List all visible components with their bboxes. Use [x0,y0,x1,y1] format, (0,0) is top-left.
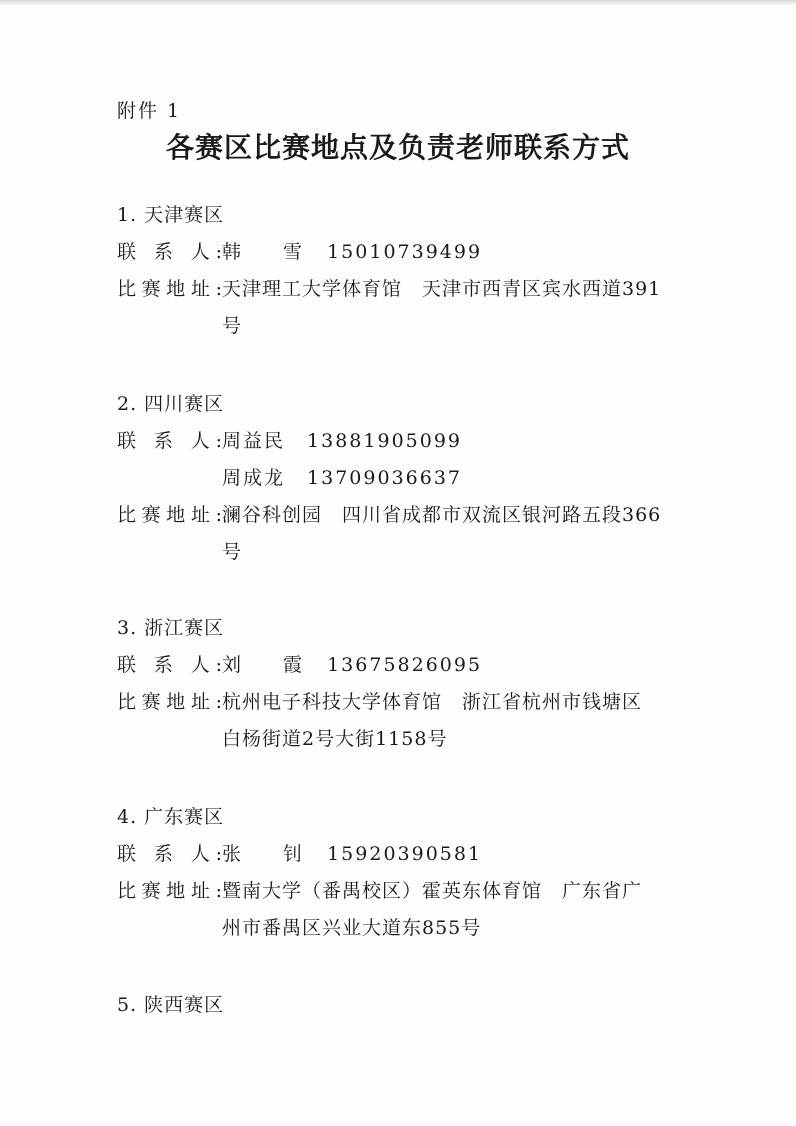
contact-name: 张 钊 [222,843,321,865]
scan-edge [0,0,796,6]
venue-line-continued [117,306,717,343]
contact-line [117,834,717,871]
region-zhejiang [117,608,717,756]
region-tianjin [117,195,717,343]
venue-address-continued: 州市番禺区兴业大道东855号 [222,917,482,939]
contact-value [222,650,482,677]
contact-name: 周成龙 [222,467,286,489]
venue-address-continued: 号 [222,315,243,337]
venue-line [117,871,717,908]
contact-value [222,237,482,264]
contact-name: 周益民 [222,430,286,452]
venue-address: 澜谷科创园 四川省成都市双流区银河路五段366 [222,504,662,526]
region-sichuan [117,384,717,569]
attachment-label: 附件 1 [117,100,182,122]
venue-address: 暨南大学（番禺校区）霍英东体育馆 广东省广 [222,880,643,902]
contact-line [117,232,717,269]
venue-line-continued [117,719,717,756]
contact-phone: 13709036637 [307,467,463,489]
contact-name: 刘 霞 [222,654,321,676]
region-heading: 3. 浙江赛区 [117,617,225,639]
venue-address-continued: 号 [222,541,243,563]
contact-line [117,645,717,682]
contact-phone: 15920390581 [327,843,483,865]
contact-phone: 13675826095 [327,654,483,676]
region-heading: 4. 广东赛区 [117,806,225,828]
contact-label: 联 系 人: [117,241,222,263]
region-shaanxi [117,985,717,1022]
region-guangdong [117,797,717,945]
venue-address-continued: 白杨街道2号大街1158号 [222,728,448,750]
document-title: 各赛区比赛地点及负责老师联系方式 [165,131,630,164]
venue-label: 比赛地址: [117,691,222,713]
contact-phone: 15010739499 [327,241,483,263]
contact-label: 联 系 人: [117,843,222,865]
venue-label: 比赛地址: [117,278,222,300]
region-heading: 2. 四川赛区 [117,393,225,415]
venue-line [117,269,717,306]
contact-name: 韩 雪 [222,241,321,263]
contact-phone: 13881905099 [307,430,463,452]
venue-label: 比赛地址: [117,504,222,526]
contact-value [222,463,462,490]
region-heading: 5. 陕西赛区 [117,994,225,1016]
venue-line-continued [117,532,717,569]
contact-line-second [117,458,717,495]
venue-line-continued [117,908,717,945]
contact-label: 联 系 人: [117,654,222,676]
contact-line [117,421,717,458]
contact-value [222,839,482,866]
venue-line [117,495,717,532]
venue-line [117,682,717,719]
contact-value [222,426,462,453]
region-heading: 1. 天津赛区 [117,204,225,226]
contact-label: 联 系 人: [117,430,222,452]
venue-address: 杭州电子科技大学体育馆 浙江省杭州市钱塘区 [222,691,643,713]
venue-address: 天津理工大学体育馆 天津市西青区宾水西道391 [222,278,662,300]
venue-label: 比赛地址: [117,880,222,902]
